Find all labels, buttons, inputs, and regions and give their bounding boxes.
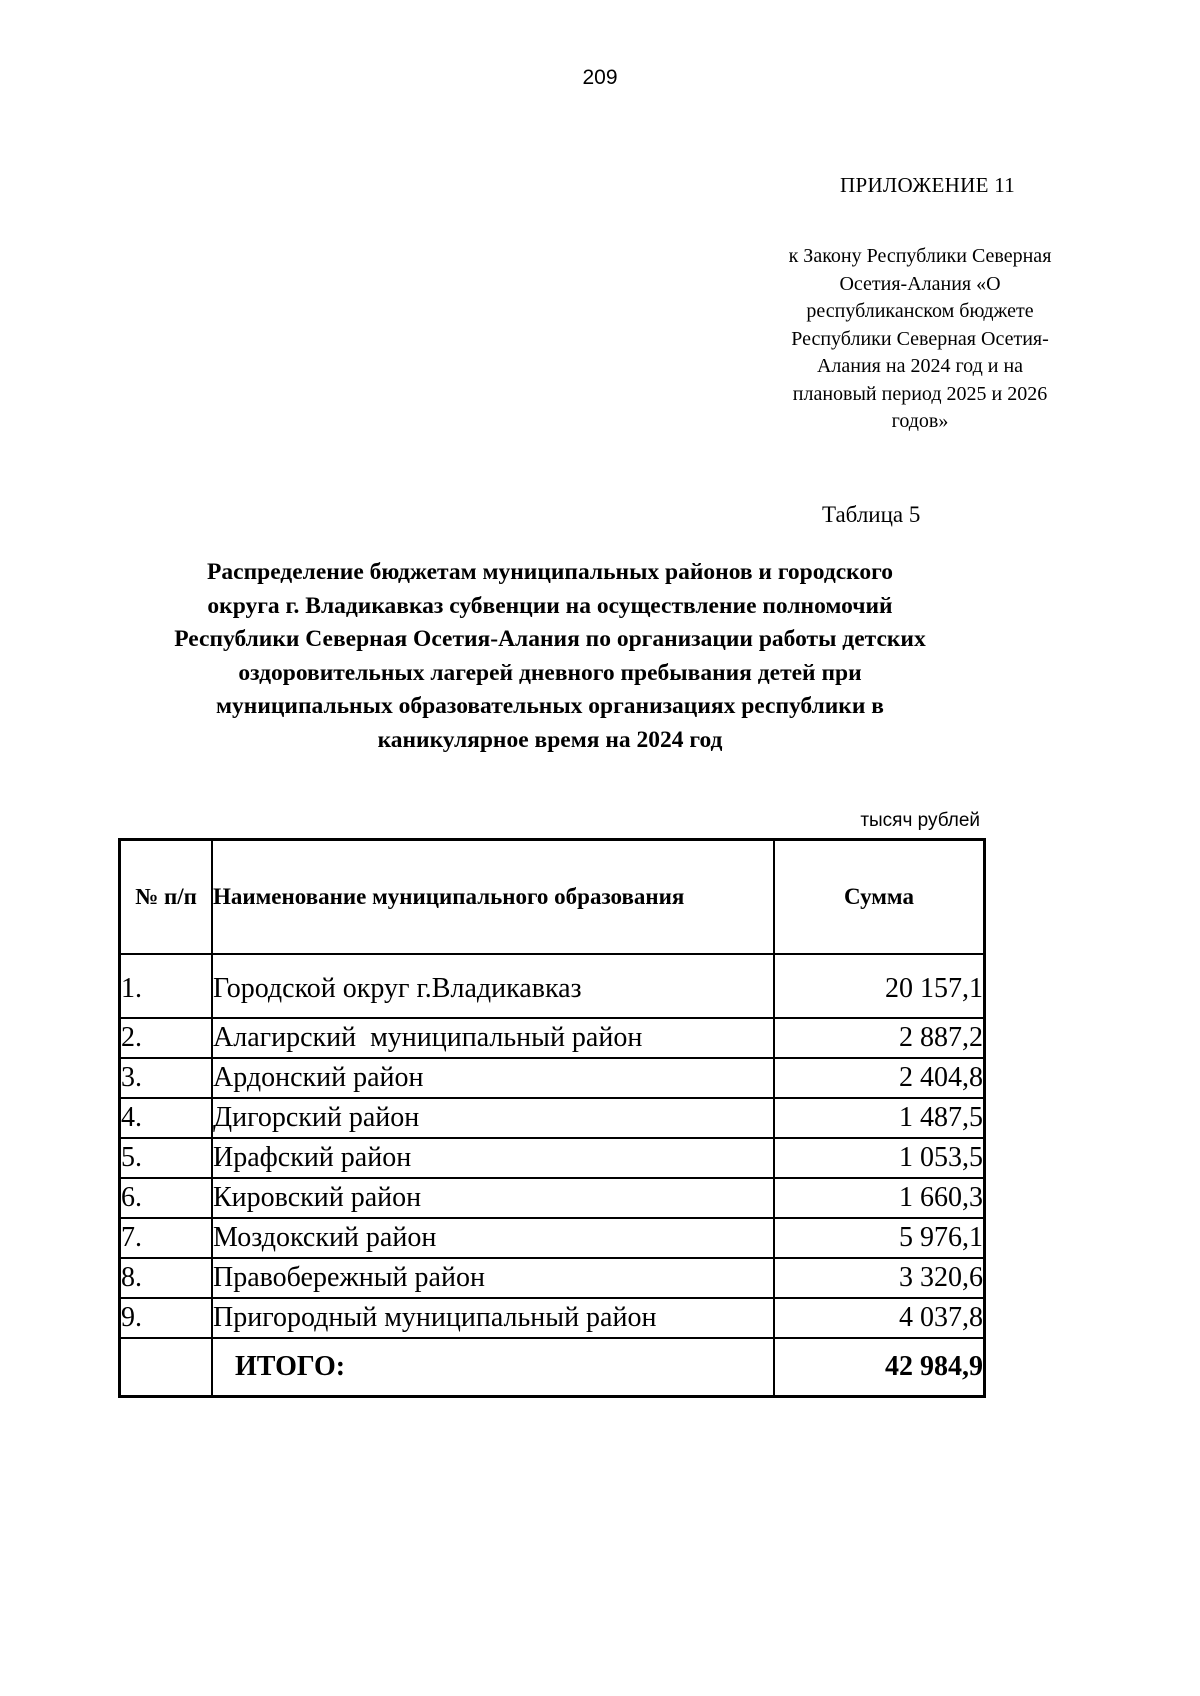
- row-number: 1.: [120, 954, 213, 1018]
- law-reference-line: Республики Северная Осетия-: [791, 327, 1049, 350]
- header-sum: Сумма: [774, 840, 985, 955]
- row-sum: 3 320,6: [774, 1258, 985, 1298]
- total-label: ИТОГО:: [212, 1338, 774, 1397]
- title-line: округа г. Владикавказ субвенции на осуществление полномочий: [207, 592, 893, 619]
- row-number: 7.: [120, 1218, 213, 1258]
- table-row: [120, 1018, 985, 1058]
- page-number: 209: [582, 66, 618, 89]
- table-row: [120, 1298, 985, 1338]
- title-line: каникулярное время на 2024 год: [377, 726, 723, 753]
- table-label: Таблица 5: [822, 502, 921, 527]
- row-sum: 1 487,5: [774, 1098, 985, 1138]
- law-reference-line: Осетия-Алания «О: [839, 272, 1001, 295]
- row-name: Моздокский район: [212, 1218, 774, 1258]
- row-number: 2.: [120, 1018, 213, 1058]
- title-line: муниципальных образовательных организациях республики в: [216, 693, 884, 719]
- row-sum: 2 887,2: [774, 1018, 985, 1058]
- table-row: [120, 1138, 985, 1178]
- row-sum: 1 053,5: [774, 1138, 985, 1178]
- row-name: Дигорский район: [212, 1098, 774, 1138]
- total-sum: 42 984,9: [774, 1338, 985, 1397]
- row-name: Ардонский район: [212, 1058, 774, 1098]
- law-reference-line: годов»: [891, 410, 949, 432]
- row-name: Пригородный муниципальный район: [212, 1298, 774, 1338]
- title-line: Республики Северная Осетия-Алания по организации работы детских: [174, 626, 926, 652]
- title-line: Распределение бюджетам муниципальных районов и городского: [207, 559, 893, 585]
- row-number: 6.: [120, 1178, 213, 1218]
- table-row: [120, 1098, 985, 1138]
- row-sum: 20 157,1: [774, 954, 985, 1018]
- law-reference-line: плановый период 2025 и 2026: [792, 382, 1048, 405]
- law-reference: [760, 243, 1080, 436]
- row-name: Ирафский район: [212, 1138, 774, 1178]
- row-sum: 1 660,3: [774, 1178, 985, 1218]
- row-number: 8.: [120, 1258, 213, 1298]
- table-row: [120, 1258, 985, 1298]
- row-number: 3.: [120, 1058, 213, 1098]
- row-sum: 4 037,8: [774, 1298, 985, 1338]
- row-sum: 5 976,1: [774, 1218, 985, 1258]
- document-title: [80, 556, 1020, 757]
- header-name: Наименование муниципального образования: [212, 840, 774, 955]
- law-reference-line: республиканском бюджете: [806, 300, 1034, 322]
- row-number: 4.: [120, 1098, 213, 1138]
- title-line: оздоровительных лагерей дневного пребывания детей при: [238, 659, 862, 686]
- row-number: 9.: [120, 1298, 213, 1338]
- row-name: Кировский район: [212, 1178, 774, 1218]
- row-name: Городской округ г.Владикавказ: [212, 954, 774, 1018]
- law-reference-line: к Закону Республики Северная: [788, 245, 1052, 267]
- table-row: [120, 1178, 985, 1218]
- law-reference-line: Алания на 2024 год и на: [816, 355, 1024, 377]
- table-header-row: [120, 840, 985, 955]
- units-label: тысяч рублей: [860, 810, 980, 831]
- table-row: [120, 954, 985, 1018]
- row-number: 5.: [120, 1138, 213, 1178]
- distribution-table: [118, 838, 986, 1398]
- total-row: [120, 1338, 985, 1397]
- row-name: Правобережный район: [212, 1258, 774, 1298]
- appendix-label: ПРИЛОЖЕНИЕ 11: [840, 173, 1016, 197]
- header-number: № п/п: [120, 840, 213, 955]
- table-row: [120, 1218, 985, 1258]
- row-name: Алагирский муниципальный район: [212, 1018, 774, 1058]
- table-row: [120, 1058, 985, 1098]
- row-sum: 2 404,8: [774, 1058, 985, 1098]
- total-number-cell: [120, 1338, 213, 1397]
